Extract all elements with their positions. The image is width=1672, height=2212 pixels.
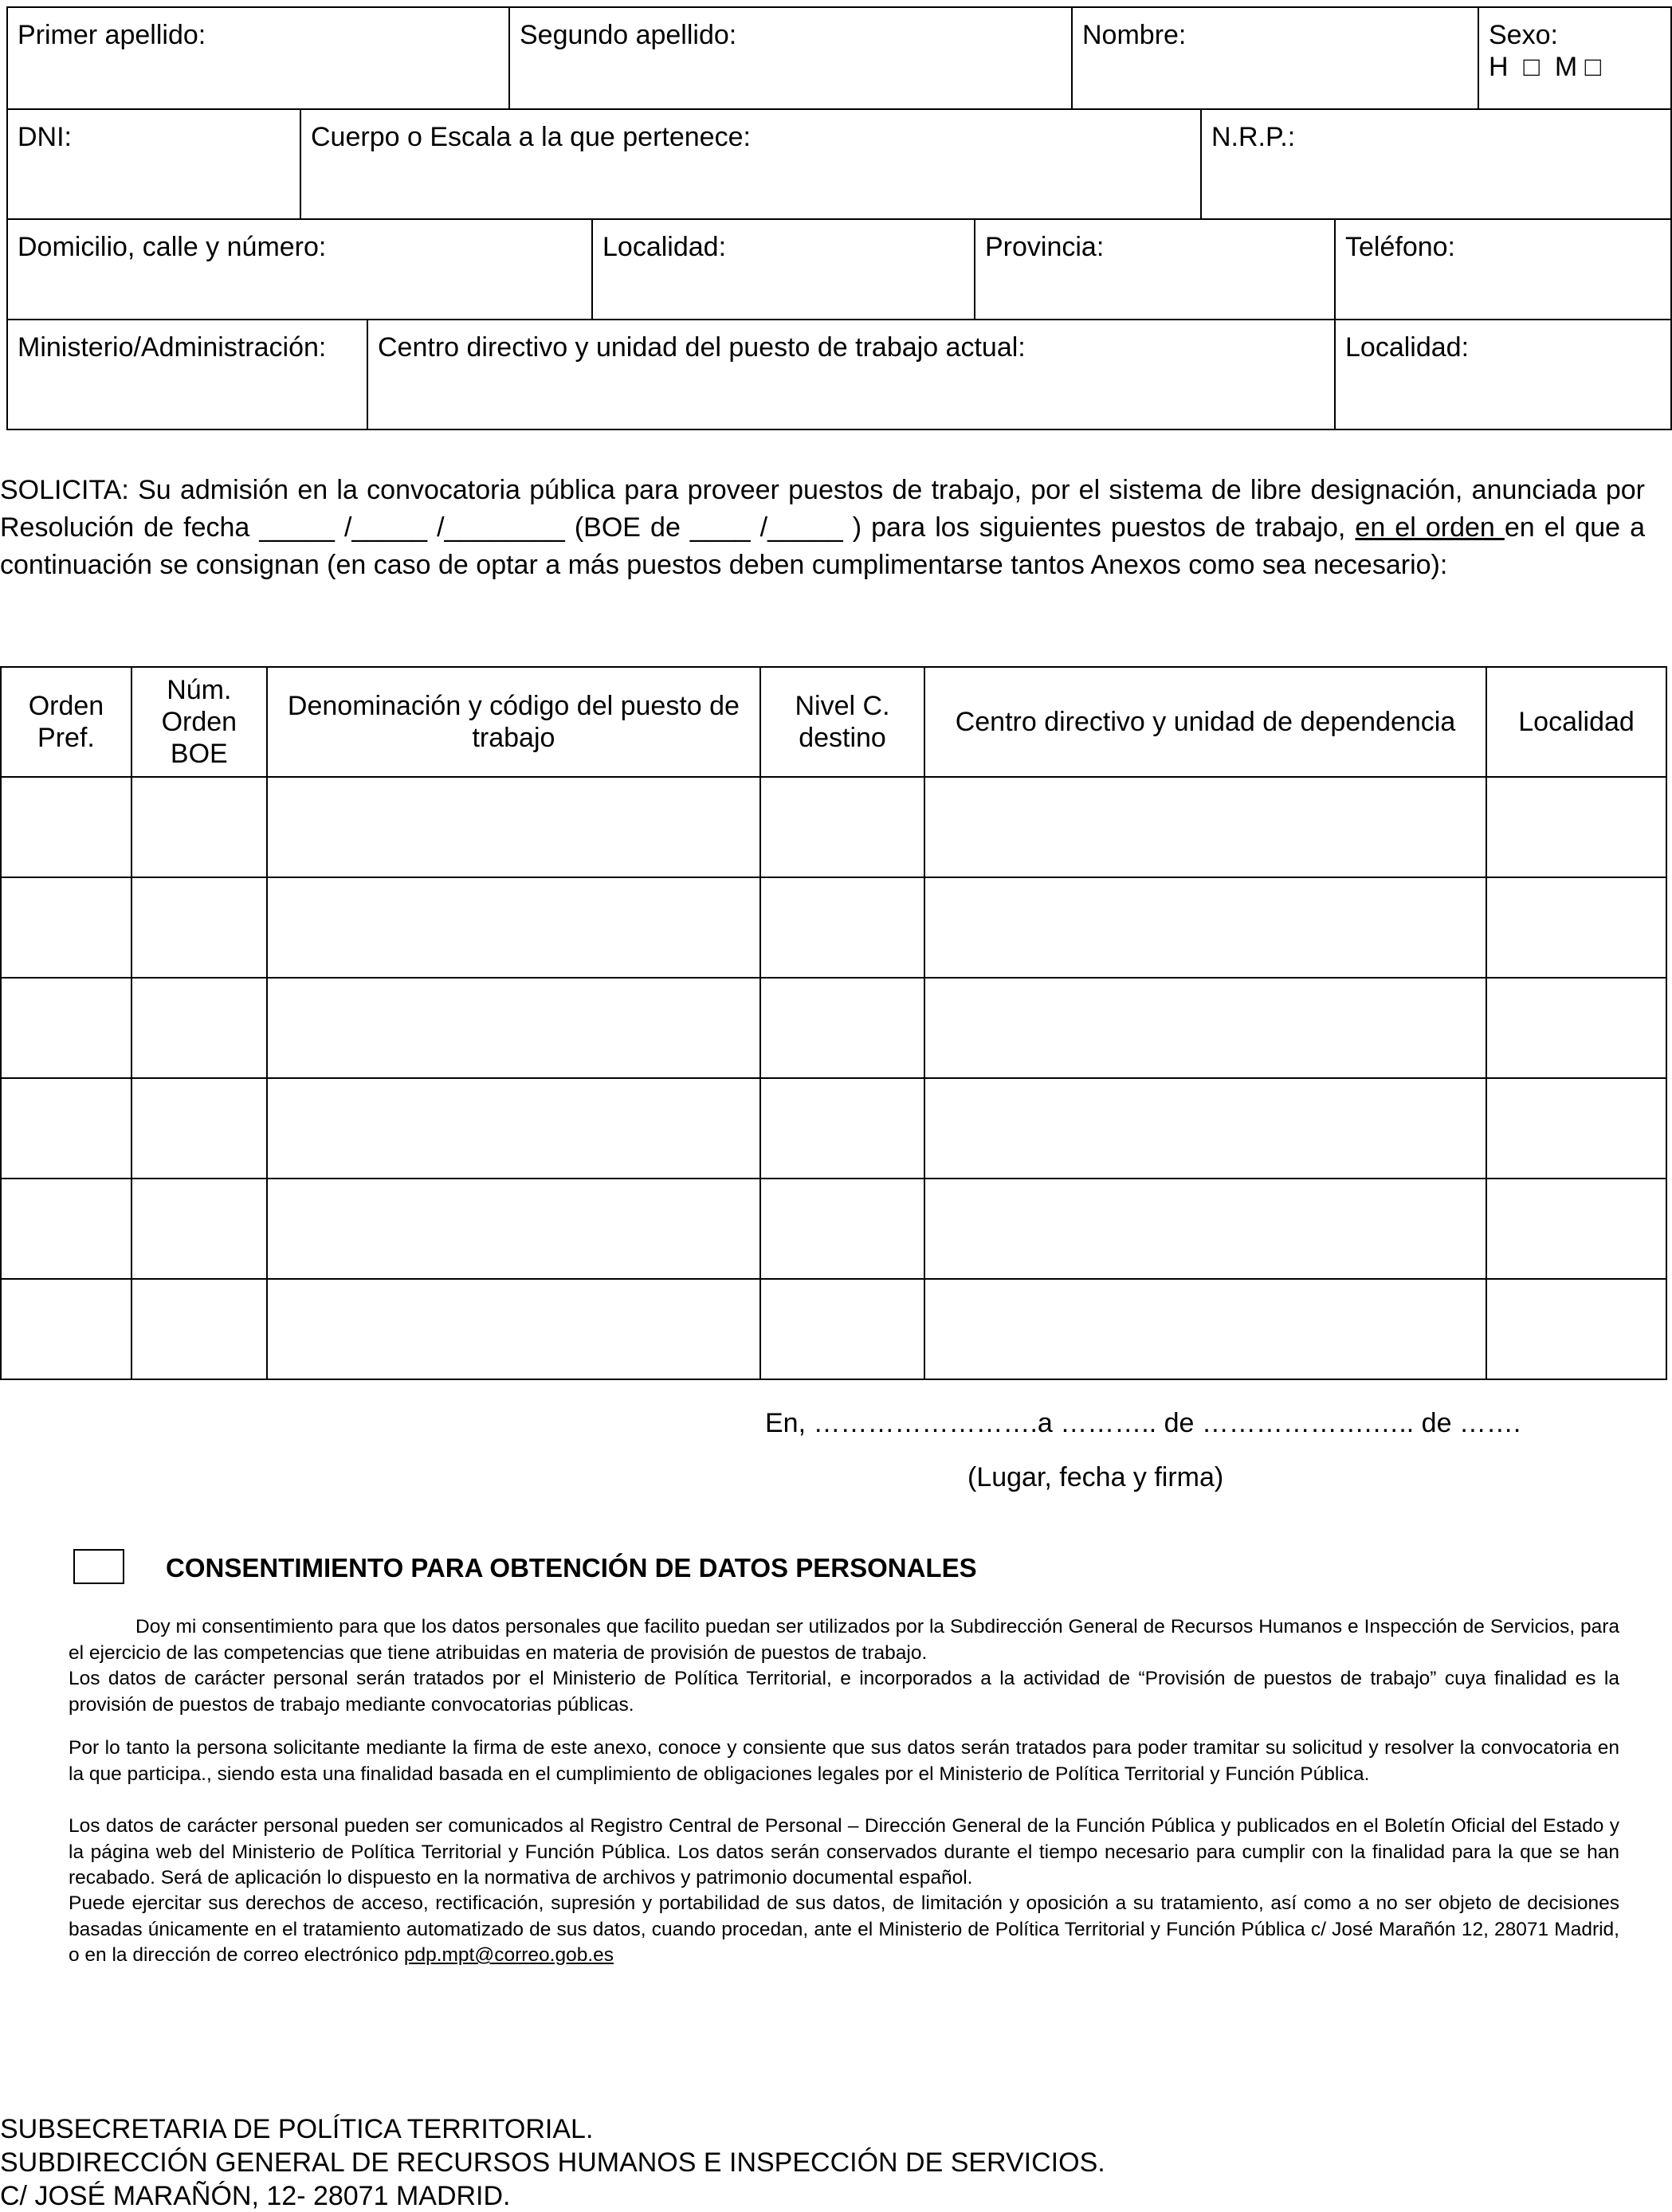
- table-cell[interactable]: [924, 1279, 1486, 1379]
- table-cell[interactable]: [1, 877, 131, 978]
- table-cell[interactable]: [1486, 1078, 1666, 1179]
- table-cell[interactable]: [1, 978, 131, 1078]
- consent-paragraph-2: Los datos de carácter personal serán tratados por el Ministerio de Política Territorial, e incorporados a la actividad de “Provisión de puestos de trabajo” cuya finalidad es la provisión de puestos de trabajo mediante convocatorias públicas.: [69, 1668, 1619, 1716]
- field-ministerio[interactable]: [8, 320, 368, 430]
- table-cell[interactable]: [760, 777, 924, 877]
- field-cuerpo-escala[interactable]: [301, 110, 1202, 220]
- sexo-label: Sexo:: [1489, 20, 1558, 50]
- field-segundo-apellido[interactable]: [510, 6, 1073, 110]
- label: Cuerpo o Escala a la que pertenece:: [311, 122, 751, 152]
- label: Segundo apellido:: [520, 20, 737, 50]
- table-cell[interactable]: [924, 978, 1486, 1078]
- header-num-orden-boe: Núm. Orden BOE: [131, 667, 267, 777]
- label: Domicilio, calle y número:: [18, 232, 327, 262]
- field-centro-directivo[interactable]: [368, 320, 1336, 430]
- table-cell[interactable]: [267, 1179, 760, 1279]
- solicita-text-1: SOLICITA: Su admisión en la convocatoria pública para proveer puestos de trabajo, por el sistema de libre designación, anunciada por Resolución de fecha _____ /_____ /________ (BOE de ____ /_____ ) para los siguientes puestos de trabajo,: [0, 475, 1645, 543]
- table-cell[interactable]: [267, 777, 760, 877]
- label: N.R.P.:: [1211, 122, 1296, 152]
- table-cell[interactable]: [131, 1179, 267, 1279]
- personal-data-form: [6, 6, 1672, 430]
- table-cell[interactable]: [1, 1078, 131, 1179]
- table-cell[interactable]: [1, 1279, 131, 1379]
- label: Centro directivo y unidad del puesto de trabajo actual:: [378, 332, 1026, 363]
- field-nombre[interactable]: [1073, 6, 1479, 110]
- consent-paragraph-5: [69, 1891, 1619, 1969]
- solicita-paragraph: [0, 472, 1645, 584]
- field-domicilio[interactable]: [8, 220, 593, 320]
- consent-paragraph-1: Doy mi consentimiento para que los datos personales que facilito puedan ser utilizados por la Subdirección General de Recursos Humanos e Inspección de Servicios, para el ejercicio de las competencias que tiene atribuidas en materia de provisión de puestos de trabajo.: [69, 1616, 1619, 1664]
- table-cell[interactable]: [267, 978, 760, 1078]
- table-row: [1, 1179, 1666, 1279]
- header-nivel: Nivel C. destino: [760, 667, 924, 777]
- table-cell[interactable]: [1, 1179, 131, 1279]
- field-dni[interactable]: [8, 110, 301, 220]
- table-cell[interactable]: [267, 877, 760, 978]
- header-denominacion: Denominación y código del puesto de trabajo: [267, 667, 760, 777]
- table-cell[interactable]: [131, 877, 267, 978]
- solicita-text-2: en el que a continuación se consignan (en caso de optar a más puestos deben cumplimentarse tantos Anexos como sea necesario):: [0, 512, 1645, 580]
- table-cell[interactable]: [924, 1179, 1486, 1279]
- table-row: [1, 877, 1666, 978]
- header-centro-directivo: Centro directivo y unidad de dependencia: [924, 667, 1486, 777]
- contact-email-link[interactable]: pdp.mpt@correo.gob.es: [403, 1944, 614, 1966]
- table-cell[interactable]: [1486, 777, 1666, 877]
- solicita-underlined: en el orden: [1355, 512, 1505, 543]
- field-provincia[interactable]: [975, 220, 1336, 320]
- table-cell[interactable]: [760, 978, 924, 1078]
- label: Provincia:: [985, 232, 1105, 262]
- table-cell[interactable]: [1, 777, 131, 877]
- consent-paragraph-3: Por lo tanto la persona solicitante mediante la firma de este anexo, conoce y consiente que sus datos serán tratados para poder tramitar su solicitud y resolver la convocatoria en la que participa., siendo esta una finalidad basada en el cumplimiento de obligaciones legales por el Ministerio de Política Territorial y Función Pública.: [69, 1737, 1619, 1785]
- header-localidad: Localidad: [1486, 667, 1666, 777]
- table-cell[interactable]: [131, 1078, 267, 1179]
- field-primer-apellido[interactable]: [8, 6, 510, 110]
- table-cell[interactable]: [131, 978, 267, 1078]
- consent-paragraph-4: Los datos de carácter personal pueden ser comunicados al Registro Central de Personal – Dirección General de la Función Pública y publicados en el Boletín Oficial del Estado y la página web del Ministerio de Política Territorial y Función Pública. Los datos serán conservados durante el tiempo necesario para cumplir con la finalidad para la que se han recabado. Será de aplicación lo dispuesto en la normativa de archivos y patrimonio documental español.: [69, 1815, 1619, 1888]
- table-cell[interactable]: [760, 1179, 924, 1279]
- consent-title: CONSENTIMIENTO PARA OBTENCIÓN DE DATOS PERSONALES: [166, 1553, 977, 1583]
- footer-line-1: SUBSECRETARIA DE POLÍTICA TERRITORIAL.: [0, 2114, 594, 2144]
- table-cell[interactable]: [131, 777, 267, 877]
- consent-paragraph-5-text: Puede ejercitar sus derechos de acceso, rectificación, supresión y portabilidad de sus datos, de limitación y oposición a su tratamiento, así como a no ser objeto de decisiones basadas únicamente en el tratamiento automatizado de sus datos, cuando procedan, ante el Ministerio de Política Territorial y Función Pública c/ José Marañón 12, 28071 Madrid, o en la dirección de correo electrónico: [69, 1892, 1619, 1966]
- table-header-row: [1, 667, 1666, 777]
- signature-line[interactable]: En, …………………….a ……….. de ……………….….. de …….: [765, 1408, 1521, 1438]
- table-cell[interactable]: [1486, 978, 1666, 1078]
- table-row: [1, 978, 1666, 1078]
- label: Nombre:: [1082, 20, 1187, 50]
- table-row: [1, 1078, 1666, 1179]
- table-cell[interactable]: [924, 877, 1486, 978]
- table-cell[interactable]: [267, 1078, 760, 1179]
- label: Localidad:: [1345, 332, 1470, 363]
- header-orden-pref: Orden Pref.: [1, 667, 131, 777]
- table-cell[interactable]: [131, 1279, 267, 1379]
- field-nrp[interactable]: [1202, 110, 1672, 220]
- table-cell[interactable]: [924, 777, 1486, 877]
- label: Primer apellido:: [18, 20, 206, 50]
- table-row: [1, 1279, 1666, 1379]
- label: Localidad:: [602, 232, 727, 262]
- field-sexo[interactable]: [1479, 6, 1672, 110]
- field-localidad-trabajo[interactable]: [1336, 320, 1672, 430]
- table-cell[interactable]: [267, 1279, 760, 1379]
- table-cell[interactable]: [1486, 877, 1666, 978]
- footer-line-3: C/ JOSÉ MARAÑÓN, 12- 28071 MADRID.: [0, 2181, 511, 2211]
- field-localidad[interactable]: [593, 220, 975, 320]
- table-cell[interactable]: [760, 1078, 924, 1179]
- table-cell[interactable]: [760, 877, 924, 978]
- table-cell[interactable]: [924, 1078, 1486, 1179]
- label: Teléfono:: [1345, 232, 1455, 262]
- field-telefono[interactable]: [1336, 220, 1672, 320]
- footer-line-2: SUBDIRECCIÓN GENERAL DE RECURSOS HUMANOS E INSPECCIÓN DE SERVICIOS.: [0, 2147, 1105, 2178]
- label: DNI:: [18, 122, 72, 152]
- label: Ministerio/Administración:: [18, 332, 327, 363]
- signature-note: (Lugar, fecha y firma): [967, 1462, 1224, 1492]
- positions-table: [0, 666, 1667, 1380]
- consent-checkbox[interactable]: [73, 1549, 124, 1584]
- table-row: [1, 777, 1666, 877]
- table-cell[interactable]: [1486, 1179, 1666, 1279]
- table-cell[interactable]: [760, 1279, 924, 1379]
- table-cell[interactable]: [1486, 1279, 1666, 1379]
- sexo-checkboxes[interactable]: H □ M □: [1489, 52, 1602, 82]
